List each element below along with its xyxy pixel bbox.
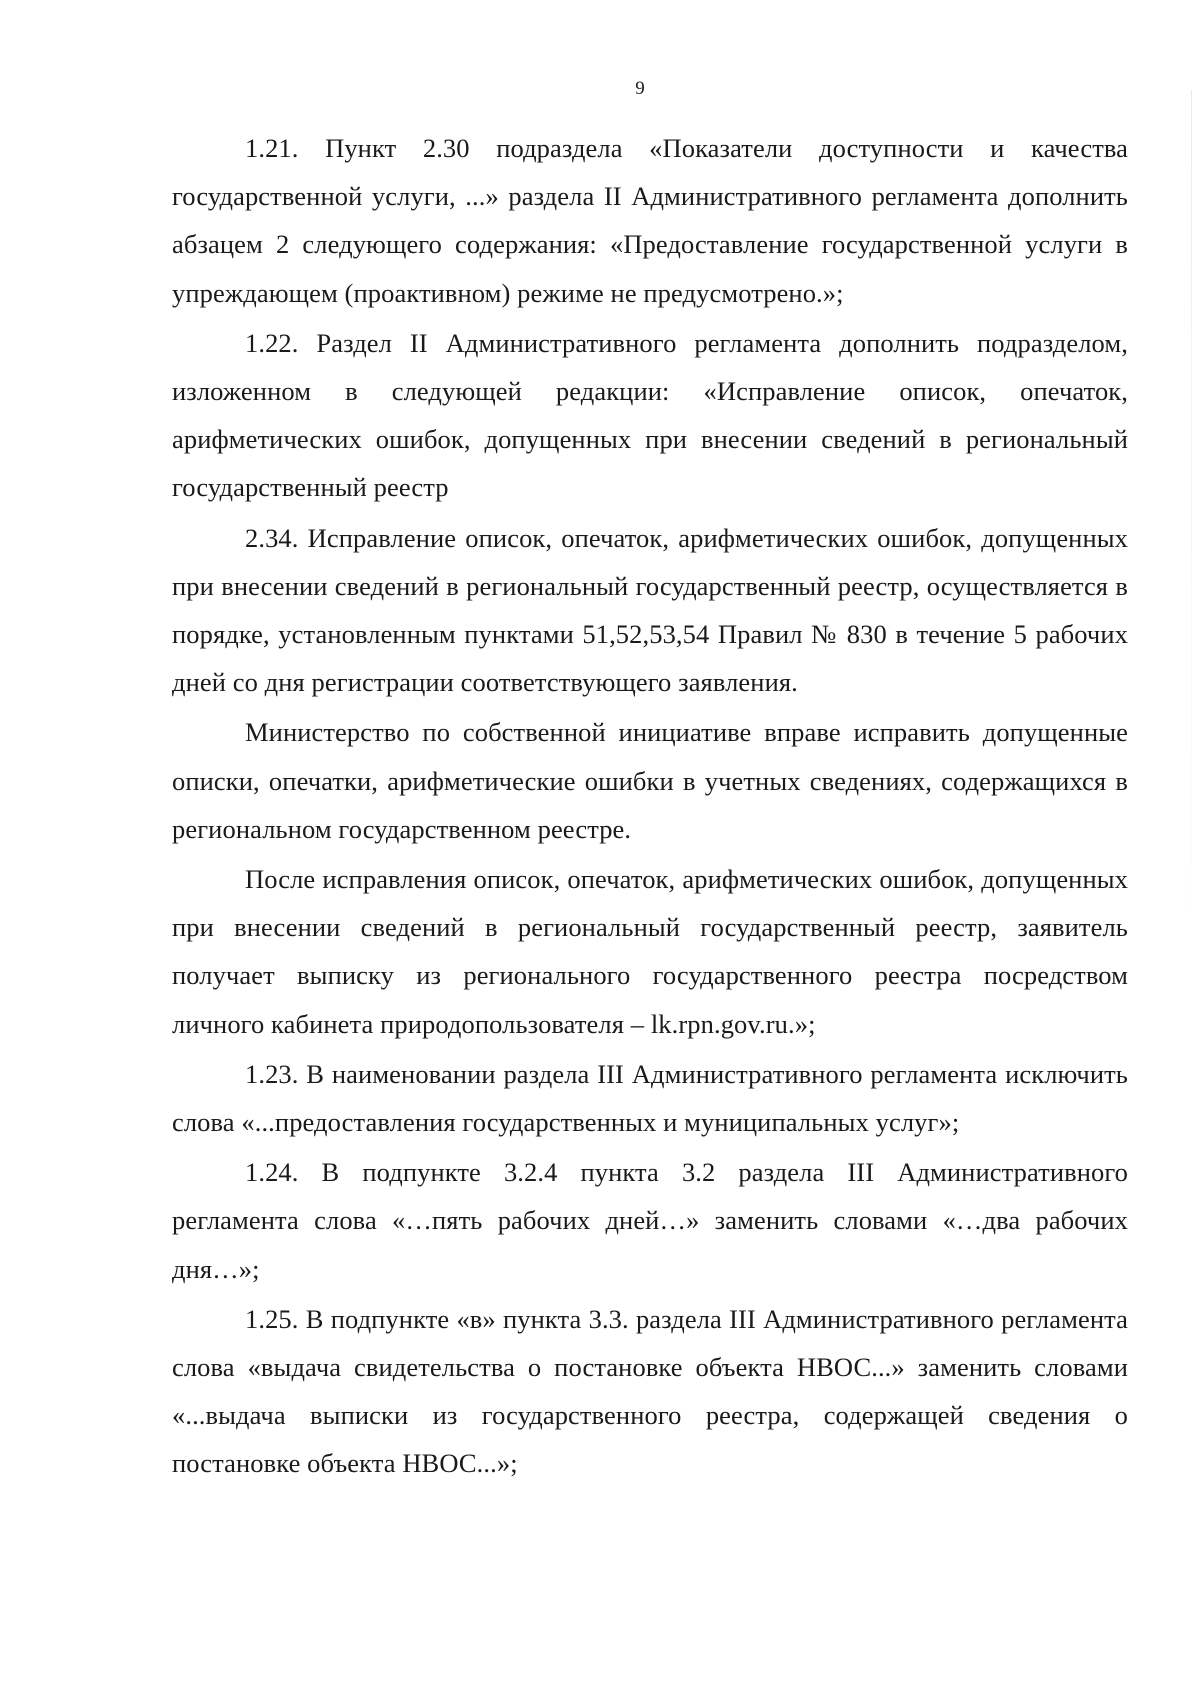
paragraph-ministry-initiative: Министерство по собственной инициативе вправе исправить допущенные описки, опечатки, арифметические ошибки в учетных сведениях, содержащихся в региональном государственном реестре. (172, 717, 1128, 844)
paragraph-1-22: 1.22. Раздел II Административного регламента дополнить подразделом, изложенном в следующей редакции: «Исправление описок, опечаток, арифметических ошибок, допущенных при внесении сведений в региональный государственный реестр (172, 327, 1128, 503)
document-body (172, 124, 1128, 1490)
paragraph-2-34: 2.34. Исправление описок, опечаток, арифметических ошибок, допущенных при внесении сведений в региональный государственный реестр, осуществляется в порядке, установленным пунктами 51,52,53,54 Правил № 830 в течение 5 рабочих дней со дня регистрации соответствующего заявления. (172, 522, 1128, 698)
paragraph-1-24: 1.24. В подпункте 3.2.4 пункта 3.2 раздела III Административного регламента слова «…пять рабочих дней…» заменить словами «…два рабочих дня…»; (172, 1157, 1128, 1284)
paragraph-1-23: 1.23. В наименовании раздела III Административного регламента исключить слова «...предоставления государственных и муниципальных услуг»; (172, 1058, 1128, 1138)
scan-edge-shadow (1191, 90, 1192, 990)
page-number: 9 (635, 78, 645, 99)
paragraph-after-correction: После исправления описок, опечаток, арифметических ошибок, допущенных при внесении сведений в региональный государственный реестр, заявитель получает выписку из регионального государственного реестра посредством личного кабинета природопользователя – lk.rpn.gov.ru.»; (172, 864, 1128, 1039)
paragraph-1-25: 1.25. В подпункте «в» пункта 3.3. раздела III Административного регламента слова «выдача свидетельства о постановке объекта НВОС...» заменить словами «...выдача выписки из государственного реестра, содержащей сведения о постановке объекта НВОС...»; (172, 1303, 1128, 1479)
paragraph-1-21: 1.21. Пункт 2.30 подраздела «Показатели доступности и качества государственной услуги, ...» раздела II Административного регламента дополнить абзацем 2 следующего содержания: «Предоставление государственной услуги в упреждающем (проактивном) режиме не предусмотрено.»; (172, 133, 1128, 308)
